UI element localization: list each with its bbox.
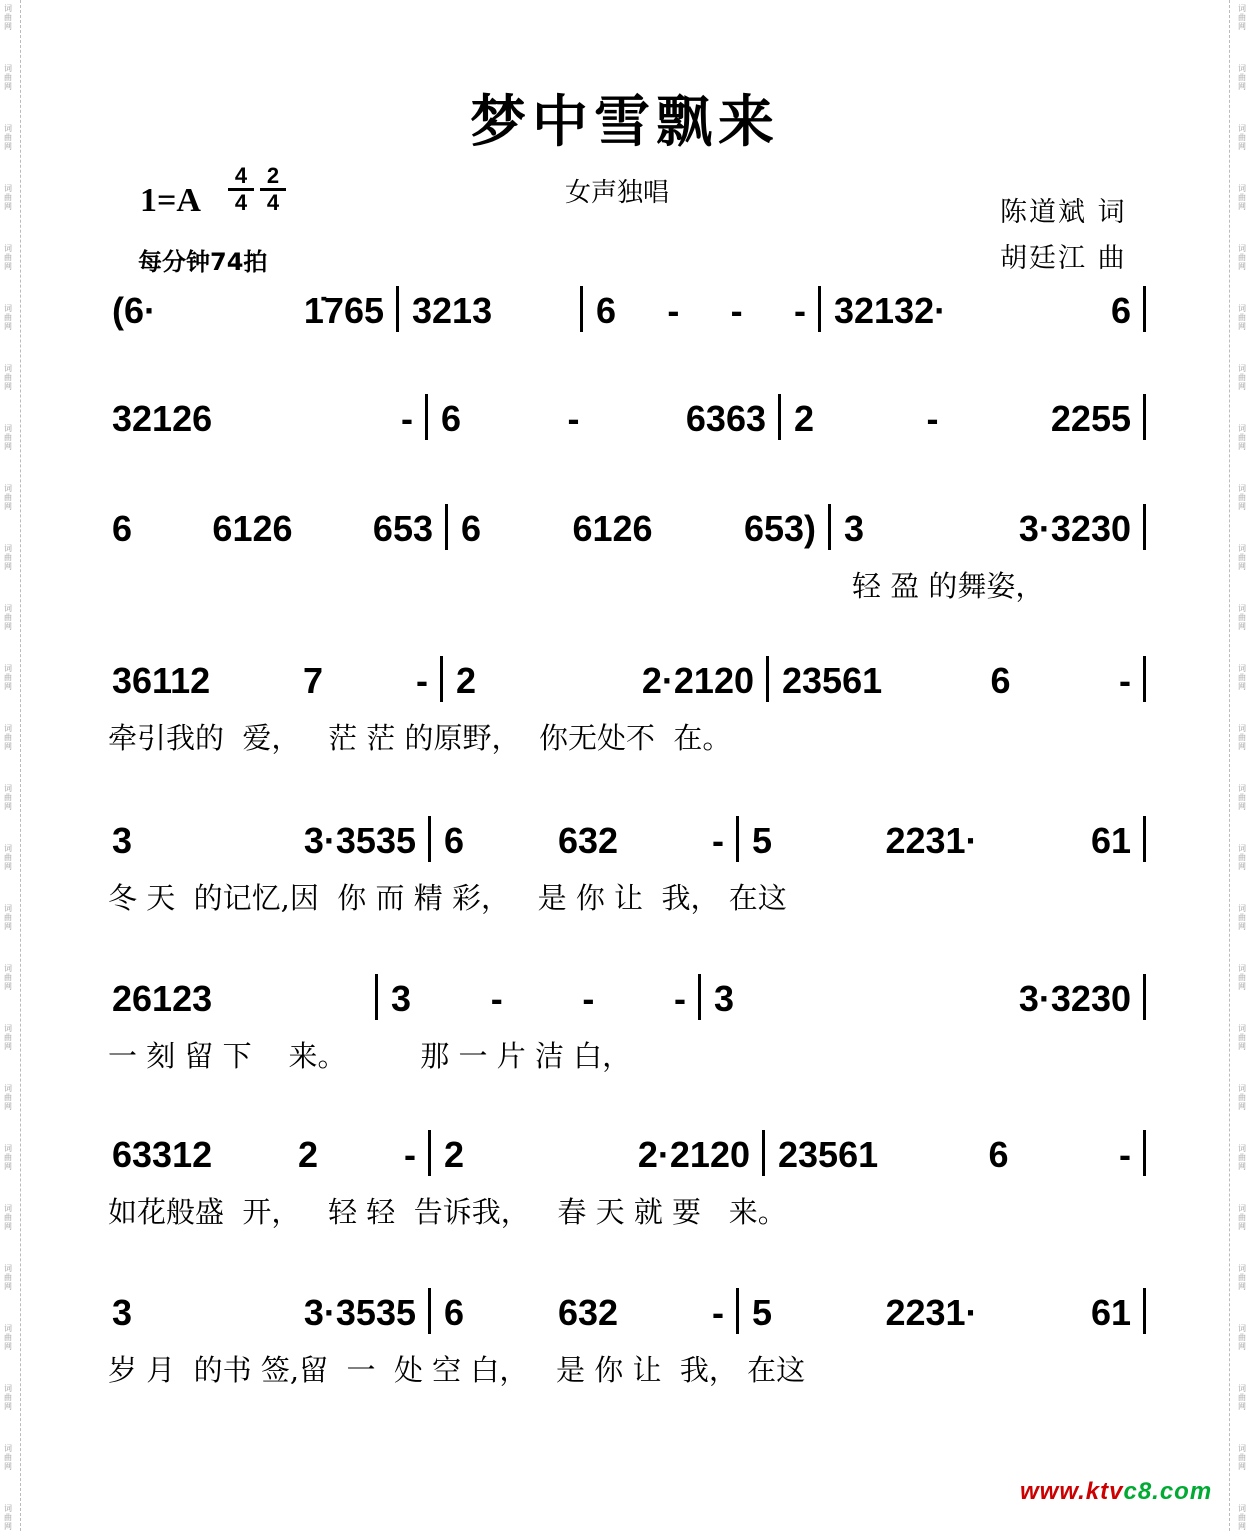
watermark-mark: 词 曲 网 (4, 64, 12, 91)
watermark-mark: 词 曲 网 (1238, 424, 1246, 451)
barline (396, 286, 399, 332)
measure-notes: 6 632 - (444, 1292, 724, 1333)
watermark-mark: 词 曲 网 (4, 184, 12, 211)
watermark-mark: 词 曲 网 (4, 1324, 12, 1351)
barline (818, 286, 821, 332)
measure-notes: 2 - 2255 (794, 398, 1131, 439)
watermark-mark: 词 曲 网 (1238, 1144, 1246, 1171)
watermark-mark: 词 曲 网 (1238, 1384, 1246, 1411)
measure-notes: 6 6126 653) (461, 508, 816, 549)
time-signature-numerator: 4 (228, 164, 254, 191)
measure-notes: (6· 1̇765 (112, 290, 384, 331)
measure-notes: 5 2231· 61 (752, 1292, 1131, 1333)
measure-notes: 36112 7 - (112, 660, 428, 701)
watermark-mark: 词 曲 网 (4, 964, 12, 991)
measure-notes: 3 3·3230 (714, 978, 1131, 1019)
measure-notes: 6 - - - (596, 290, 806, 331)
measure-notes: 5 2231· 61 (752, 820, 1131, 861)
watermark-mark: 词 曲 网 (4, 1444, 12, 1471)
barline (375, 974, 378, 1020)
watermark-mark: 词 曲 网 (4, 1144, 12, 1171)
lyric-line: 冬 天 的记忆,因 你 而 精 彩， 是 你 让 我， 在这 (108, 881, 787, 915)
watermark-mark: 词 曲 网 (1238, 664, 1246, 691)
watermark-mark: 词 曲 网 (1238, 724, 1246, 751)
watermark-mark: 词 曲 网 (4, 1204, 12, 1231)
watermark-mark: 词 曲 网 (4, 664, 12, 691)
lyric-line: 岁 月 的书 签,留 一 处 空 白， 是 你 让 我， 在这 (108, 1353, 806, 1387)
measure-notes: 2 2·2120 (444, 1134, 750, 1175)
watermark-mark: 词 曲 网 (4, 1084, 12, 1111)
watermark-mark: 词 曲 网 (4, 604, 12, 631)
watermark-mark: 词 曲 网 (1238, 1264, 1246, 1291)
watermark-mark: 词 曲 网 (4, 1504, 12, 1531)
watermark-mark: 词 曲 网 (4, 4, 12, 31)
barline (736, 816, 739, 862)
song-title: 梦中雪飘来 (470, 89, 780, 155)
measure-notes: 2 2·2120 (456, 660, 754, 701)
key-signature: 1=A (140, 182, 201, 219)
watermark-mark: 词 曲 网 (1238, 1204, 1246, 1231)
watermark-mark: 词 曲 网 (1238, 184, 1246, 211)
barline (1143, 656, 1146, 702)
lyric-line: 一 刻 留 下 来。 那 一 片 洁 白， (108, 1039, 632, 1073)
time-signature-1 (228, 164, 254, 215)
barline (1143, 1130, 1146, 1176)
watermark-mark: 词 曲 网 (1238, 124, 1246, 151)
watermark-mark: 词 曲 网 (1238, 1504, 1246, 1531)
barline (1143, 504, 1146, 550)
watermark-mark: 词 曲 网 (4, 124, 12, 151)
barline (778, 394, 781, 440)
barline (440, 656, 443, 702)
watermark-mark: 词 曲 网 (1238, 544, 1246, 571)
barline (1143, 286, 1146, 332)
right-dashed-border (1229, 0, 1230, 1531)
watermark-mark: 词 曲 网 (4, 484, 12, 511)
watermark-mark: 词 曲 网 (4, 784, 12, 811)
left-dashed-border (20, 0, 21, 1531)
measure-notes: 6 632 - (444, 820, 724, 861)
barline (580, 286, 583, 332)
measure-notes: 32132· 6 (834, 290, 1131, 331)
watermark-mark: 词 曲 网 (4, 1384, 12, 1411)
watermark-mark: 词 曲 网 (1238, 304, 1246, 331)
site-url: www.ktvc8.com (1020, 1478, 1213, 1505)
barline (1143, 816, 1146, 862)
lyric-line: 如花般盛 开， 轻 轻 告诉我， 春 天 就 要 来。 (108, 1195, 787, 1229)
measure-notes: 6 - 6363 (441, 398, 766, 439)
time-signature-denominator: 4 (234, 190, 248, 215)
barline (1143, 394, 1146, 440)
barline (1143, 1288, 1146, 1334)
barline (1143, 974, 1146, 1020)
measure-notes: 63312 2 - (112, 1134, 416, 1175)
measure-notes: 3 3·3230 (844, 508, 1131, 549)
watermark-mark: 词 曲 网 (1238, 484, 1246, 511)
watermark-mark: 词 曲 网 (4, 544, 12, 571)
watermark-mark: 词 曲 网 (1238, 1024, 1246, 1051)
barline (445, 504, 448, 550)
watermark-mark: 词 曲 网 (1238, 64, 1246, 91)
right-watermark-strip (1234, 0, 1250, 1531)
watermark-mark: 词 曲 网 (1238, 364, 1246, 391)
measure-notes: 3213 (412, 290, 493, 331)
watermark-mark: 词 曲 网 (4, 424, 12, 451)
lyric-line: 牵引我的 爱， 茫 茫 的原野， 你无处不 在。 (108, 721, 732, 755)
watermark-mark: 词 曲 网 (4, 724, 12, 751)
measure-notes: 3 3·3535 (112, 820, 416, 861)
barline (736, 1288, 739, 1334)
time-signature-numerator: 2 (260, 164, 286, 191)
watermark-mark: 词 曲 网 (4, 364, 12, 391)
watermark-mark: 词 曲 网 (1238, 1084, 1246, 1111)
lyricist-credit: 陈道斌 词 (1000, 197, 1127, 228)
watermark-mark: 词 曲 网 (4, 904, 12, 931)
lyric-line: 轻 盈 的舞姿， (852, 569, 1045, 603)
watermark-mark: 词 曲 网 (4, 244, 12, 271)
tempo-marking: 每分钟74拍 (138, 248, 268, 276)
composer-credit: 胡廷江 曲 (1000, 243, 1127, 274)
measure-notes: 23561 6 - (782, 660, 1131, 701)
measure-notes: 26123 (112, 978, 213, 1019)
barline (425, 394, 428, 440)
barline (428, 1130, 431, 1176)
watermark-mark: 词 曲 网 (1238, 1444, 1246, 1471)
watermark-mark: 词 曲 网 (1238, 784, 1246, 811)
watermark-mark: 词 曲 网 (4, 1264, 12, 1291)
watermark-mark: 词 曲 网 (4, 304, 12, 331)
watermark-mark: 词 曲 网 (1238, 604, 1246, 631)
measure-notes: 32126 - (112, 398, 413, 439)
barline (698, 974, 701, 1020)
measure-notes: 6 6126 653 (112, 508, 433, 549)
barline (828, 504, 831, 550)
watermark-mark: 词 曲 网 (1238, 904, 1246, 931)
watermark-mark: 词 曲 网 (1238, 1324, 1246, 1351)
performance-type: 女声独唱 (565, 178, 670, 208)
watermark-mark: 词 曲 网 (4, 844, 12, 871)
watermark-mark: 词 曲 网 (1238, 244, 1246, 271)
watermark-mark: 词 曲 网 (1238, 4, 1246, 31)
left-watermark-strip (0, 0, 16, 1531)
barline (428, 1288, 431, 1334)
barline (428, 816, 431, 862)
measure-notes: 3 3·3535 (112, 1292, 416, 1333)
barline (762, 1130, 765, 1176)
time-signature-denominator: 4 (266, 190, 280, 215)
measure-notes: 23561 6 - (778, 1134, 1131, 1175)
time-signature-2 (260, 164, 286, 215)
watermark-mark: 词 曲 网 (4, 1024, 12, 1051)
watermark-mark: 词 曲 网 (1238, 844, 1246, 871)
barline (766, 656, 769, 702)
watermark-mark: 词 曲 网 (1238, 964, 1246, 991)
measure-notes: 3 - - - (391, 978, 686, 1019)
